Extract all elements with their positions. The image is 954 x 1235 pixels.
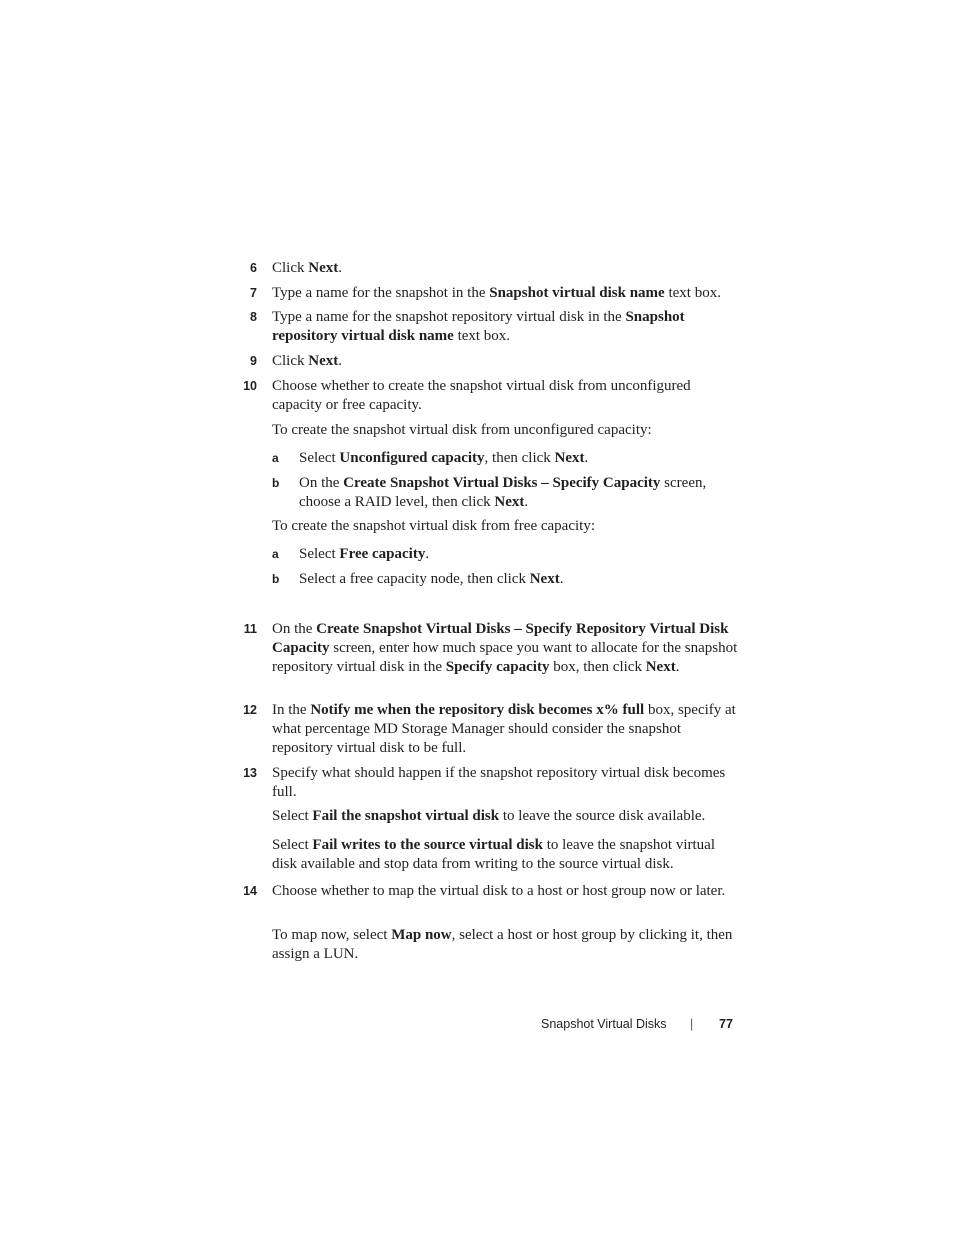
ui-term: Unconfigured capacity <box>339 450 485 466</box>
step-text: Choose whether to create the snapshot virtual disk from unconfigured capacity or free capacity. <box>272 378 691 413</box>
sub-step-letter: a <box>272 547 279 561</box>
paragraph: To create the snapshot virtual disk from free capacity: <box>272 518 595 534</box>
ui-term: Free capacity <box>339 546 426 562</box>
sub-step-letter: b <box>272 476 280 490</box>
sub-step-letter: b <box>272 572 280 586</box>
footer-separator: | <box>690 1017 694 1031</box>
sub-step-text: Select a free capacity node, then click Next. <box>299 571 564 587</box>
sub-step-text: Select Free capacity. <box>299 546 430 562</box>
ui-term: Next <box>308 260 339 276</box>
ui-term: Next <box>308 353 339 369</box>
step-number: 8 <box>250 310 257 324</box>
ui-term: Fail writes to the source virtual disk <box>312 837 543 853</box>
step-text: Click Next. <box>272 353 342 369</box>
ui-term: Create Snapshot Virtual Disks – Specify Capacity <box>343 475 661 491</box>
step-text: Specify what should happen if the snapshot repository virtual disk becomes full. <box>272 765 726 800</box>
ui-term: Notify me when the repository disk becomes x% full <box>310 702 645 718</box>
step-number: 7 <box>250 286 257 300</box>
step-number: 9 <box>250 354 257 368</box>
step-text: Type a name for the snapshot repository virtual disk in the Snapshot repository virtual disk name text box. <box>272 309 685 344</box>
ui-term: Next <box>529 571 560 587</box>
ui-term: Next <box>645 659 676 675</box>
paragraph: Select Fail writes to the source virtual disk to leave the snapshot virtual disk available and stop data from writing to the source virtual disk. <box>272 837 715 872</box>
ui-term: Snapshot repository virtual disk name <box>272 309 685 344</box>
sub-step-letter: a <box>272 451 279 465</box>
ui-term: Next <box>494 494 525 510</box>
ui-term: Specify capacity <box>445 659 550 675</box>
step-number: 12 <box>243 703 257 717</box>
step-text: Click Next. <box>272 260 342 276</box>
ui-term: Snapshot virtual disk name <box>489 285 665 301</box>
footer-section-title: Snapshot Virtual Disks <box>541 1017 667 1031</box>
paragraph: To map now, select Map now, select a host or host group by clicking it, then assign a LUN. <box>272 927 733 962</box>
step-number: 13 <box>243 766 257 780</box>
ui-term: Next <box>554 450 585 466</box>
step-text: Choose whether to map the virtual disk to a host or host group now or later. <box>272 883 726 899</box>
paragraph: To create the snapshot virtual disk from unconfigured capacity: <box>272 422 652 438</box>
ui-term: Map now <box>391 927 452 943</box>
step-number: 14 <box>243 884 257 898</box>
step-number: 11 <box>243 622 257 636</box>
step-number: 6 <box>250 261 257 275</box>
paragraph: Select Fail the snapshot virtual disk to leave the source disk available. <box>272 808 706 824</box>
ui-term: Create Snapshot Virtual Disks – Specify Repository Virtual Disk Capacity <box>272 621 729 656</box>
sub-step-text: Select Unconfigured capacity, then click Next. <box>299 450 589 466</box>
page-number: 77 <box>719 1017 733 1031</box>
step-text: Type a name for the snapshot in the Snapshot virtual disk name text box. <box>272 285 721 301</box>
step-text: On the Create Snapshot Virtual Disks – Specify Repository Virtual Disk Capacity screen, enter how much space you want to allocate for the snapshot repository virtual disk in the Specify capacity box, then click Next. <box>272 621 738 675</box>
sub-step-text: On the Create Snapshot Virtual Disks – Specify Capacity screen, choose a RAID level, then click Next. <box>299 475 707 510</box>
step-number: 10 <box>243 379 257 393</box>
step-text: In the Notify me when the repository disk becomes x% full box, specify at what percentage MD Storage Manager should consider the snapshot repository virtual disk to be full. <box>272 702 736 756</box>
ui-term: Fail the snapshot virtual disk <box>312 808 500 824</box>
